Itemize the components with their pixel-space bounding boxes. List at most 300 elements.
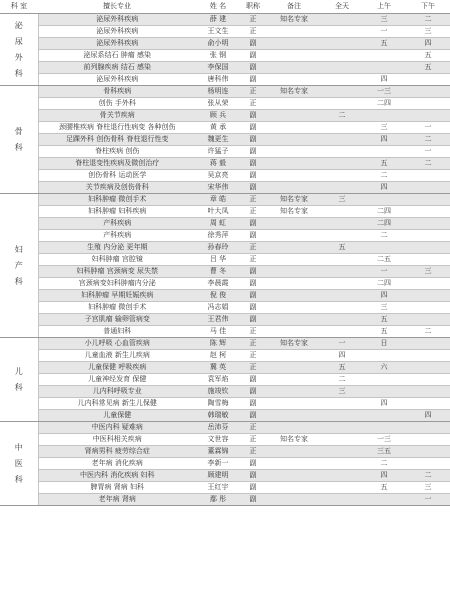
cell-fullday: 二 bbox=[322, 110, 362, 122]
table-row bbox=[0, 422, 450, 434]
table-row bbox=[0, 410, 450, 422]
cell-specialty: 儿内科呼吸专业 bbox=[38, 386, 196, 398]
cell-title: 副 bbox=[240, 374, 266, 386]
cell-note bbox=[266, 410, 322, 422]
cell-fullday bbox=[322, 434, 362, 446]
table-row bbox=[0, 122, 450, 134]
table-row bbox=[0, 326, 450, 338]
cell-specialty: 创伤 手外科 bbox=[38, 98, 196, 110]
cell-note bbox=[266, 314, 322, 326]
table-row bbox=[0, 314, 450, 326]
cell-am: 五 bbox=[362, 158, 406, 170]
cell-specialty: 脊柱疾病 创伤 bbox=[38, 146, 196, 158]
cell-note bbox=[266, 158, 322, 170]
cell-title: 正 bbox=[240, 362, 266, 374]
cell-pm bbox=[406, 446, 450, 458]
cell-title: 正 bbox=[240, 98, 266, 110]
cell-name: 倪 俊 bbox=[196, 290, 240, 302]
cell-title: 正 bbox=[240, 434, 266, 446]
cell-note bbox=[266, 62, 322, 74]
cell-name: 李新一 bbox=[196, 458, 240, 470]
cell-pm bbox=[406, 290, 450, 302]
cell-am bbox=[362, 146, 406, 158]
cell-note bbox=[266, 350, 322, 362]
cell-pm bbox=[406, 398, 450, 410]
cell-fullday bbox=[322, 218, 362, 230]
table-row bbox=[0, 242, 450, 254]
cell-pm: 二 bbox=[406, 158, 450, 170]
cell-pm bbox=[406, 278, 450, 290]
cell-note bbox=[266, 302, 322, 314]
cell-specialty: 中医科相关疾病 bbox=[38, 434, 196, 446]
cell-specialty: 小儿呼吸 心血管疾病 bbox=[38, 338, 196, 350]
department-cell bbox=[0, 194, 38, 338]
table-row bbox=[0, 98, 450, 110]
cell-pm: 五 bbox=[406, 50, 450, 62]
cell-fullday bbox=[322, 14, 362, 26]
cell-note: 知名专家 bbox=[266, 338, 322, 350]
cell-am: 四 bbox=[362, 470, 406, 482]
cell-name: 顾建明 bbox=[196, 470, 240, 482]
cell-pm bbox=[406, 362, 450, 374]
cell-name: 魏更生 bbox=[196, 134, 240, 146]
cell-title: 副 bbox=[240, 410, 266, 422]
cell-note bbox=[266, 326, 322, 338]
cell-specialty: 创伤骨科 运动医学 bbox=[38, 170, 196, 182]
cell-am bbox=[362, 242, 406, 254]
cell-title: 正 bbox=[240, 338, 266, 350]
cell-specialty: 妇科肿瘤 早期妊娠疾病 bbox=[38, 290, 196, 302]
cell-am: 六 bbox=[362, 362, 406, 374]
cell-fullday: 四 bbox=[322, 350, 362, 362]
cell-am: 四 bbox=[362, 290, 406, 302]
cell-note bbox=[266, 254, 322, 266]
table-row bbox=[0, 338, 450, 350]
cell-pm bbox=[406, 206, 450, 218]
cell-title: 副 bbox=[240, 110, 266, 122]
cell-note bbox=[266, 242, 322, 254]
cell-name: 鄢 彤 bbox=[196, 494, 240, 506]
table-row bbox=[0, 386, 450, 398]
cell-am bbox=[362, 50, 406, 62]
cell-am: 二四 bbox=[362, 206, 406, 218]
table-row bbox=[0, 206, 450, 218]
cell-name: 王君伟 bbox=[196, 314, 240, 326]
table-row bbox=[0, 434, 450, 446]
cell-pm bbox=[406, 230, 450, 242]
cell-title: 正 bbox=[240, 86, 266, 98]
cell-am: 四 bbox=[362, 74, 406, 86]
cell-fullday: 一 bbox=[322, 338, 362, 350]
cell-pm: 一 bbox=[406, 122, 450, 134]
cell-note bbox=[266, 50, 322, 62]
cell-note: 知名专家 bbox=[266, 206, 322, 218]
cell-specialty: 肾病男科 疲劳综合症 bbox=[38, 446, 196, 458]
table-row bbox=[0, 158, 450, 170]
cell-pm: 二 bbox=[406, 470, 450, 482]
cell-title: 副 bbox=[240, 158, 266, 170]
cell-title: 副 bbox=[240, 134, 266, 146]
cell-specialty: 关节疾病及创伤骨科 bbox=[38, 182, 196, 194]
header-row bbox=[0, 0, 450, 14]
cell-note bbox=[266, 398, 322, 410]
cell-fullday bbox=[322, 26, 362, 38]
cell-am: 四 bbox=[362, 398, 406, 410]
cell-fullday: 三 bbox=[322, 386, 362, 398]
cell-am: 一 bbox=[362, 26, 406, 38]
cell-specialty: 普通妇科 bbox=[38, 326, 196, 338]
cell-note bbox=[266, 38, 322, 50]
cell-fullday bbox=[322, 254, 362, 266]
cell-title: 副 bbox=[240, 278, 266, 290]
cell-fullday bbox=[322, 206, 362, 218]
cell-fullday bbox=[322, 182, 362, 194]
cell-am: 二四 bbox=[362, 98, 406, 110]
cell-specialty: 脊柱退变性疾病及微创治疗 bbox=[38, 158, 196, 170]
cell-name: 王文生 bbox=[196, 26, 240, 38]
cell-name: 李晨霞 bbox=[196, 278, 240, 290]
cell-specialty: 儿童保健 呼吸疾病 bbox=[38, 362, 196, 374]
cell-title: 副 bbox=[240, 398, 266, 410]
table-row bbox=[0, 302, 450, 314]
cell-name: 顾 兵 bbox=[196, 110, 240, 122]
table-row bbox=[0, 170, 450, 182]
cell-name: 岳沛芬 bbox=[196, 422, 240, 434]
cell-fullday bbox=[322, 134, 362, 146]
cell-fullday bbox=[322, 122, 362, 134]
cell-fullday bbox=[322, 278, 362, 290]
cell-name: 冯志娟 bbox=[196, 302, 240, 314]
cell-am: 五 bbox=[362, 482, 406, 494]
cell-title: 副 bbox=[240, 50, 266, 62]
table-row bbox=[0, 458, 450, 470]
cell-title: 副 bbox=[240, 494, 266, 506]
cell-title: 正 bbox=[240, 242, 266, 254]
cell-am bbox=[362, 386, 406, 398]
table-row bbox=[0, 482, 450, 494]
cell-specialty: 中医内科 疑难病 bbox=[38, 422, 196, 434]
cell-note bbox=[266, 458, 322, 470]
cell-fullday bbox=[322, 494, 362, 506]
cell-specialty: 妇科肿瘤 宫颈病变 尿失禁 bbox=[38, 266, 196, 278]
cell-am bbox=[362, 494, 406, 506]
cell-title: 副 bbox=[240, 266, 266, 278]
cell-pm bbox=[406, 194, 450, 206]
cell-fullday bbox=[322, 38, 362, 50]
header-dept: 科 室 bbox=[0, 0, 38, 14]
department-label: 骨科 bbox=[14, 126, 23, 152]
cell-am: 一三 bbox=[362, 434, 406, 446]
cell-name: 许猛子 bbox=[196, 146, 240, 158]
cell-specialty: 产科疾病 bbox=[38, 230, 196, 242]
cell-fullday bbox=[322, 62, 362, 74]
cell-specialty: 儿内科常见病 新生儿保健 bbox=[38, 398, 196, 410]
cell-name: 王红宇 bbox=[196, 482, 240, 494]
cell-fullday bbox=[322, 50, 362, 62]
cell-name: 唐科伟 bbox=[196, 74, 240, 86]
cell-note bbox=[266, 74, 322, 86]
cell-am: 三 bbox=[362, 302, 406, 314]
cell-title: 副 bbox=[240, 302, 266, 314]
cell-title: 副 bbox=[240, 170, 266, 182]
cell-am bbox=[362, 350, 406, 362]
cell-pm bbox=[406, 242, 450, 254]
cell-specialty: 泌尿外科疾病 bbox=[38, 26, 196, 38]
cell-title: 副 bbox=[240, 62, 266, 74]
cell-pm bbox=[406, 314, 450, 326]
cell-name: 孙春玲 bbox=[196, 242, 240, 254]
cell-am: 二四 bbox=[362, 218, 406, 230]
cell-am bbox=[362, 62, 406, 74]
table-row bbox=[0, 14, 450, 26]
cell-title: 正 bbox=[240, 194, 266, 206]
cell-name: 董霖锦 bbox=[196, 446, 240, 458]
table-row bbox=[0, 50, 450, 62]
cell-name: 陶雪梅 bbox=[196, 398, 240, 410]
cell-specialty: 骨科疾病 bbox=[38, 86, 196, 98]
cell-title: 正 bbox=[240, 254, 266, 266]
cell-pm bbox=[406, 254, 450, 266]
cell-specialty: 泌尿外科疾病 bbox=[38, 74, 196, 86]
cell-note bbox=[266, 98, 322, 110]
cell-name: 周 虹 bbox=[196, 218, 240, 230]
cell-pm bbox=[406, 386, 450, 398]
cell-title: 副 bbox=[240, 74, 266, 86]
table-row bbox=[0, 74, 450, 86]
cell-title: 副 bbox=[240, 230, 266, 242]
cell-fullday bbox=[322, 86, 362, 98]
cell-specialty: 老年病 消化疾病 bbox=[38, 458, 196, 470]
cell-note bbox=[266, 134, 322, 146]
cell-specialty: 生殖 内分泌 更年期 bbox=[38, 242, 196, 254]
cell-pm: 一 bbox=[406, 146, 450, 158]
cell-name: 施竣钦 bbox=[196, 386, 240, 398]
cell-fullday bbox=[322, 410, 362, 422]
department-label: 泌尿外科 bbox=[14, 20, 23, 78]
cell-specialty: 足踝外科 创伤骨科 脊柱退行性变 bbox=[38, 134, 196, 146]
cell-specialty: 老年病 肾病 bbox=[38, 494, 196, 506]
cell-am bbox=[362, 374, 406, 386]
cell-title: 副 bbox=[240, 38, 266, 50]
cell-am bbox=[362, 422, 406, 434]
cell-title: 副 bbox=[240, 386, 266, 398]
cell-pm bbox=[406, 434, 450, 446]
cell-specialty: 子宫肌瘤 输卵管病变 bbox=[38, 314, 196, 326]
cell-fullday bbox=[322, 398, 362, 410]
department-cell bbox=[0, 338, 38, 422]
cell-pm bbox=[406, 422, 450, 434]
cell-name: 赵 柯 bbox=[196, 350, 240, 362]
cell-title: 副 bbox=[240, 290, 266, 302]
cell-name: 陈 辉 bbox=[196, 338, 240, 350]
cell-am: 三 bbox=[362, 14, 406, 26]
header-name: 姓 名 bbox=[196, 0, 240, 14]
header-am: 上午 bbox=[362, 0, 406, 14]
cell-note bbox=[266, 446, 322, 458]
cell-title: 正 bbox=[240, 326, 266, 338]
cell-title: 正 bbox=[240, 422, 266, 434]
cell-fullday bbox=[322, 470, 362, 482]
cell-note bbox=[266, 494, 322, 506]
cell-title: 副 bbox=[240, 482, 266, 494]
cell-pm bbox=[406, 74, 450, 86]
cell-specialty: 妇科肿瘤 微创手术 bbox=[38, 302, 196, 314]
cell-am: 五 bbox=[362, 326, 406, 338]
cell-fullday bbox=[322, 326, 362, 338]
cell-note bbox=[266, 278, 322, 290]
table-row bbox=[0, 230, 450, 242]
cell-pm bbox=[406, 338, 450, 350]
cell-name: 薛 建 bbox=[196, 14, 240, 26]
cell-fullday: 三 bbox=[322, 194, 362, 206]
table-row bbox=[0, 470, 450, 482]
cell-note: 知名专家 bbox=[266, 14, 322, 26]
cell-am: 二 bbox=[362, 170, 406, 182]
cell-name: 文世容 bbox=[196, 434, 240, 446]
cell-fullday bbox=[322, 314, 362, 326]
cell-am: 三五 bbox=[362, 446, 406, 458]
cell-name: 张从荣 bbox=[196, 98, 240, 110]
cell-am: 二五 bbox=[362, 254, 406, 266]
cell-name: 冀 英 bbox=[196, 362, 240, 374]
cell-note bbox=[266, 170, 322, 182]
cell-title: 正 bbox=[240, 14, 266, 26]
cell-specialty: 泌尿外科疾病 bbox=[38, 14, 196, 26]
header-note: 备注 bbox=[266, 0, 322, 14]
table-row bbox=[0, 62, 450, 74]
cell-am: 三 bbox=[362, 122, 406, 134]
cell-note bbox=[266, 362, 322, 374]
cell-fullday: 二 bbox=[322, 374, 362, 386]
cell-fullday bbox=[322, 266, 362, 278]
cell-note bbox=[266, 422, 322, 434]
cell-fullday: 五 bbox=[322, 362, 362, 374]
department-label: 妇产科 bbox=[14, 244, 23, 286]
cell-pm bbox=[406, 218, 450, 230]
cell-note bbox=[266, 26, 322, 38]
cell-pm bbox=[406, 86, 450, 98]
cell-name: 马 佳 bbox=[196, 326, 240, 338]
cell-specialty: 前列腺疾病 结石 感染 bbox=[38, 62, 196, 74]
table-row bbox=[0, 350, 450, 362]
header-fullday: 全天 bbox=[322, 0, 362, 14]
cell-name: 徐秀萍 bbox=[196, 230, 240, 242]
cell-name: 杨明连 bbox=[196, 86, 240, 98]
cell-name: 李保国 bbox=[196, 62, 240, 74]
cell-am: 日 bbox=[362, 338, 406, 350]
table-row bbox=[0, 278, 450, 290]
cell-pm bbox=[406, 458, 450, 470]
cell-pm: 三 bbox=[406, 26, 450, 38]
cell-title: 副 bbox=[240, 458, 266, 470]
cell-pm bbox=[406, 98, 450, 110]
cell-am: 五 bbox=[362, 314, 406, 326]
cell-am: 二四 bbox=[362, 278, 406, 290]
table-row bbox=[0, 362, 450, 374]
table-row bbox=[0, 398, 450, 410]
cell-specialty: 脾胃病 肾病 妇科 bbox=[38, 482, 196, 494]
cell-am: 五 bbox=[362, 38, 406, 50]
table-row bbox=[0, 494, 450, 506]
table-row bbox=[0, 290, 450, 302]
cell-title: 副 bbox=[240, 218, 266, 230]
table-row bbox=[0, 446, 450, 458]
cell-fullday bbox=[322, 482, 362, 494]
cell-specialty: 妇科肿瘤 宫腔镜 bbox=[38, 254, 196, 266]
cell-specialty: 产科疾病 bbox=[38, 218, 196, 230]
table-row bbox=[0, 134, 450, 146]
cell-am bbox=[362, 110, 406, 122]
cell-note bbox=[266, 374, 322, 386]
cell-name: 韩瑞敏 bbox=[196, 410, 240, 422]
cell-fullday bbox=[322, 146, 362, 158]
cell-name: 曹 冬 bbox=[196, 266, 240, 278]
cell-am: 一三 bbox=[362, 86, 406, 98]
cell-name: 吴京亮 bbox=[196, 170, 240, 182]
cell-specialty: 儿童血液 新生儿疾病 bbox=[38, 350, 196, 362]
cell-note bbox=[266, 290, 322, 302]
department-cell bbox=[0, 86, 38, 194]
cell-specialty: 骨关节疾病 bbox=[38, 110, 196, 122]
table-row bbox=[0, 38, 450, 50]
cell-title: 副 bbox=[240, 122, 266, 134]
cell-fullday bbox=[322, 446, 362, 458]
cell-specialty: 妇科肿瘤 妇科疾病 bbox=[38, 206, 196, 218]
cell-pm: 一 bbox=[406, 494, 450, 506]
cell-fullday bbox=[322, 422, 362, 434]
cell-specialty: 泌尿外科疾病 bbox=[38, 38, 196, 50]
cell-pm bbox=[406, 350, 450, 362]
schedule-body bbox=[0, 14, 450, 506]
cell-note bbox=[266, 218, 322, 230]
cell-title: 正 bbox=[240, 206, 266, 218]
cell-specialty: 颈腰椎疾病 脊柱退行性病变 各种创伤 bbox=[38, 122, 196, 134]
table-row bbox=[0, 374, 450, 386]
cell-pm bbox=[406, 374, 450, 386]
table-row bbox=[0, 254, 450, 266]
cell-title: 副 bbox=[240, 314, 266, 326]
cell-note bbox=[266, 482, 322, 494]
cell-fullday bbox=[322, 98, 362, 110]
cell-title: 副 bbox=[240, 146, 266, 158]
cell-note bbox=[266, 146, 322, 158]
department-label: 中医科 bbox=[14, 442, 23, 484]
cell-name: 叶大凤 bbox=[196, 206, 240, 218]
cell-fullday bbox=[322, 158, 362, 170]
table-row bbox=[0, 26, 450, 38]
cell-am bbox=[362, 410, 406, 422]
table-row bbox=[0, 218, 450, 230]
cell-pm: 四 bbox=[406, 410, 450, 422]
cell-pm bbox=[406, 170, 450, 182]
cell-note bbox=[266, 266, 322, 278]
cell-am: 二 bbox=[362, 458, 406, 470]
cell-title: 副 bbox=[240, 470, 266, 482]
cell-pm: 三 bbox=[406, 266, 450, 278]
header-title: 职称 bbox=[240, 0, 266, 14]
cell-note: 知名专家 bbox=[266, 194, 322, 206]
cell-note: 知名专家 bbox=[266, 434, 322, 446]
cell-am bbox=[362, 194, 406, 206]
cell-specialty: 儿童保健 bbox=[38, 410, 196, 422]
cell-name: 吕 华 bbox=[196, 254, 240, 266]
header-specialty: 擅长专业 bbox=[38, 0, 196, 14]
cell-fullday bbox=[322, 230, 362, 242]
cell-fullday bbox=[322, 302, 362, 314]
department-cell bbox=[0, 14, 38, 86]
cell-name: 张 钢 bbox=[196, 50, 240, 62]
table-row bbox=[0, 146, 450, 158]
